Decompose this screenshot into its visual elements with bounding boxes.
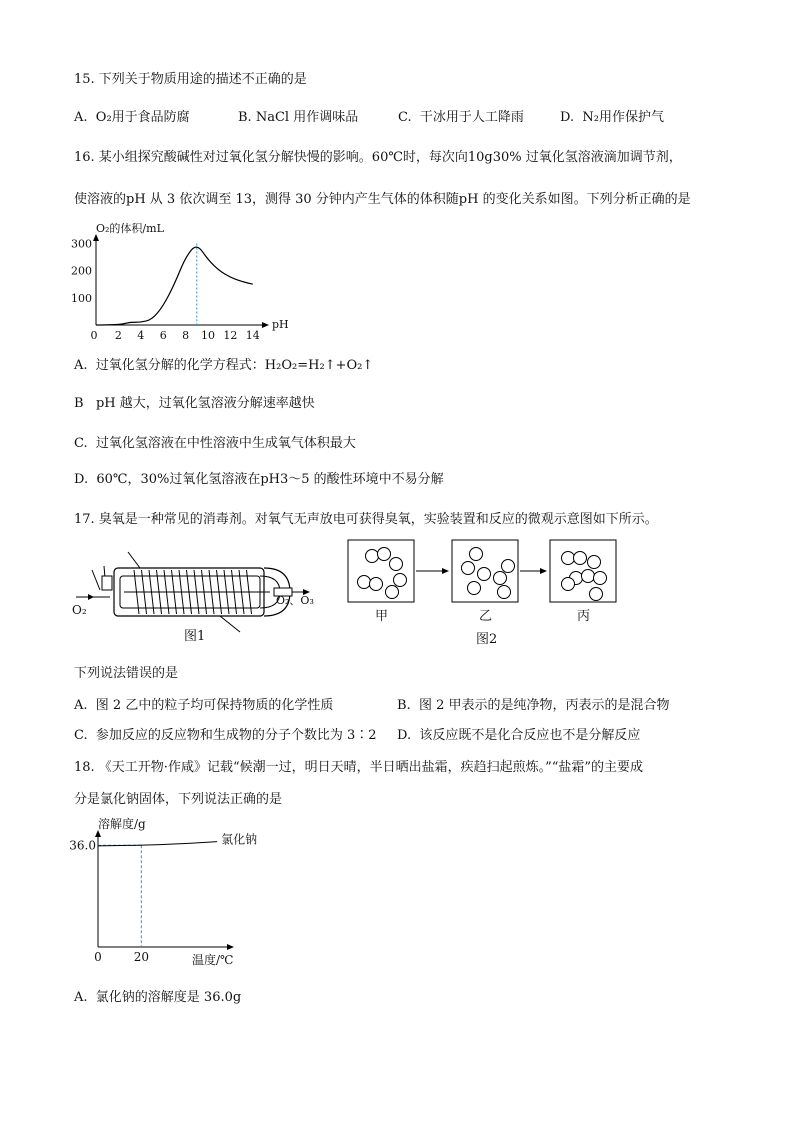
q17-stem: 17. 臭氧是一种常见的消毒剂。对氧气无声放电可获得臭氧，实验装置和反应的微观示意图如下所示。 bbox=[74, 512, 658, 527]
chart1-y-tick-2: 300 bbox=[71, 237, 92, 251]
chart1-x-tick-4: 8 bbox=[182, 329, 190, 342]
chart1-x-tick-6: 12 bbox=[223, 329, 238, 342]
q17-question: 下列说法错误的是 bbox=[74, 666, 179, 681]
atom-2-0 bbox=[562, 552, 575, 565]
q17-option-b: B. 图 2 甲表示的是纯净物，丙表示的是混合物 bbox=[397, 698, 670, 713]
chart1-series-line bbox=[96, 247, 253, 325]
chart1-y-arrow bbox=[93, 234, 99, 241]
box-label-jia: 甲 bbox=[375, 609, 389, 624]
inlet-arrow bbox=[88, 594, 94, 600]
chart2-x-tick-1: 20 bbox=[133, 950, 149, 964]
atom-0-4 bbox=[370, 578, 383, 591]
q18-stem-line2: 分是氯化钠固体，下列说法正确的是 bbox=[74, 792, 283, 807]
atom-2-6 bbox=[594, 572, 607, 585]
atom-2-7 bbox=[590, 588, 603, 601]
ph-volume-chart bbox=[68, 216, 308, 344]
chart2-y-arrow bbox=[95, 830, 101, 837]
chart1-x-tick-1: 2 bbox=[114, 329, 122, 342]
atom-1-2 bbox=[478, 568, 491, 581]
q18-stem-line1: 18. 《天工开物·作咸》记载“候潮一过，明日天晴，半日晒出盐霜，疾趋扫起煎炼。”“盐霜”的主要成 bbox=[74, 760, 644, 775]
box-label-yi: 乙 bbox=[479, 609, 493, 624]
micro-diagram-figure bbox=[344, 538, 624, 650]
chart1-x-tick-2: 4 bbox=[137, 329, 145, 342]
atom-2-4 bbox=[582, 570, 595, 583]
fig1-caption: 图1 bbox=[184, 629, 206, 644]
box-label-bing: 丙 bbox=[577, 609, 591, 624]
atom-0-1 bbox=[378, 548, 391, 561]
q15-option-c: C. 干冰用于人工降雨 bbox=[398, 110, 524, 125]
atom-2-1 bbox=[574, 552, 587, 565]
box-bing bbox=[550, 540, 616, 602]
chart1-x-tick-5: 10 bbox=[201, 329, 215, 342]
atom-1-1 bbox=[462, 562, 475, 575]
q17-option-c: C. 参加反应的反应物和生成物的分子个数比为 3∶2 bbox=[74, 728, 377, 743]
chart1-x-arrow bbox=[262, 322, 269, 328]
solubility-chart bbox=[60, 814, 280, 970]
chart2-x-tick-0: 0 bbox=[94, 950, 102, 964]
q15-option-d: D. N₂用作保护气 bbox=[560, 110, 664, 125]
atom-0-5 bbox=[394, 574, 407, 587]
q16-option-b: B pH 越大，过氧化氢溶液分解速率越快 bbox=[74, 396, 315, 411]
q16-option-a: A. 过氧化氢分解的化学方程式：H₂O₂=H₂↑+O₂↑ bbox=[74, 358, 374, 373]
atom-0-2 bbox=[390, 558, 403, 571]
q16-option-d: D. 60℃，30%过氧化氢溶液在pH3～5 的酸性环境中不易分解 bbox=[74, 472, 444, 487]
q16-stem-line1: 16. 某小组探究酸碱性对过氧化氢分解快慢的影响。60℃时，每次向10g30% 过氧化氢溶液滴加调节剂， bbox=[74, 150, 682, 165]
atom-2-5 bbox=[562, 578, 575, 591]
atom-1-6 bbox=[498, 586, 511, 599]
chart1-x-tick-7: 14 bbox=[245, 329, 260, 342]
chart1-y-tick-1: 200 bbox=[71, 264, 92, 278]
arrow-1 bbox=[442, 568, 449, 574]
q15-stem: 15. 下列关于物质用途的描述不正确的是 bbox=[74, 72, 307, 87]
q16-stem-line2: 使溶液的pH 从 3 依次调至 13，测得 30 分钟内产生气体的体积随pH 的变化关系如图。下列分析正确的是 bbox=[74, 192, 691, 207]
chart2-xlabel: 温度/℃ bbox=[192, 953, 234, 967]
q17-option-d: D. 该反应既不是化合反应也不是分解反应 bbox=[397, 728, 641, 743]
atom-1-4 bbox=[494, 572, 507, 585]
atom-0-3 bbox=[358, 576, 371, 589]
atom-0-6 bbox=[386, 586, 399, 599]
fig2-caption: 图2 bbox=[476, 632, 498, 647]
fig1-outlet-label: O₂、O₃ bbox=[276, 594, 314, 607]
chart1-y-tick-0: 100 bbox=[71, 291, 92, 305]
chart1-xlabel: pH bbox=[272, 318, 289, 331]
arrow-2 bbox=[540, 568, 547, 574]
chart2-x-arrow bbox=[227, 944, 234, 950]
atom-1-0 bbox=[470, 548, 483, 561]
chart2-y-tick-0: 36.0 bbox=[69, 838, 96, 853]
q15-option-b: B. NaCl 用作调味品 bbox=[238, 110, 359, 125]
q18-option-a: A. 氯化钠的溶解度是 36.0g bbox=[74, 990, 242, 1005]
chart1-ylabel: O₂的体积/mL bbox=[96, 222, 164, 235]
chart2-ylabel: 溶解度/g bbox=[98, 817, 146, 831]
atom-0-0 bbox=[366, 550, 379, 563]
chart1-x-tick-3: 6 bbox=[159, 329, 167, 342]
chart2-series-line bbox=[98, 842, 217, 846]
q15-option-a: A. O₂用于食品防腐 bbox=[74, 110, 190, 125]
fig1-inlet-label: O₂ bbox=[72, 603, 87, 617]
atom-1-3 bbox=[502, 560, 515, 573]
atom-2-2 bbox=[588, 556, 601, 569]
chart1-x-tick-0: 0 bbox=[90, 329, 98, 342]
chart2-series-label: 氯化钠 bbox=[221, 832, 258, 847]
atom-1-5 bbox=[468, 582, 481, 595]
ozone-apparatus-figure bbox=[70, 540, 330, 650]
q17-option-a: A. 图 2 乙中的粒子均可保持物质的化学性质 bbox=[74, 698, 334, 713]
q16-option-c: C. 过氧化氢溶液在中性溶液中生成氧气体积最大 bbox=[74, 436, 356, 451]
